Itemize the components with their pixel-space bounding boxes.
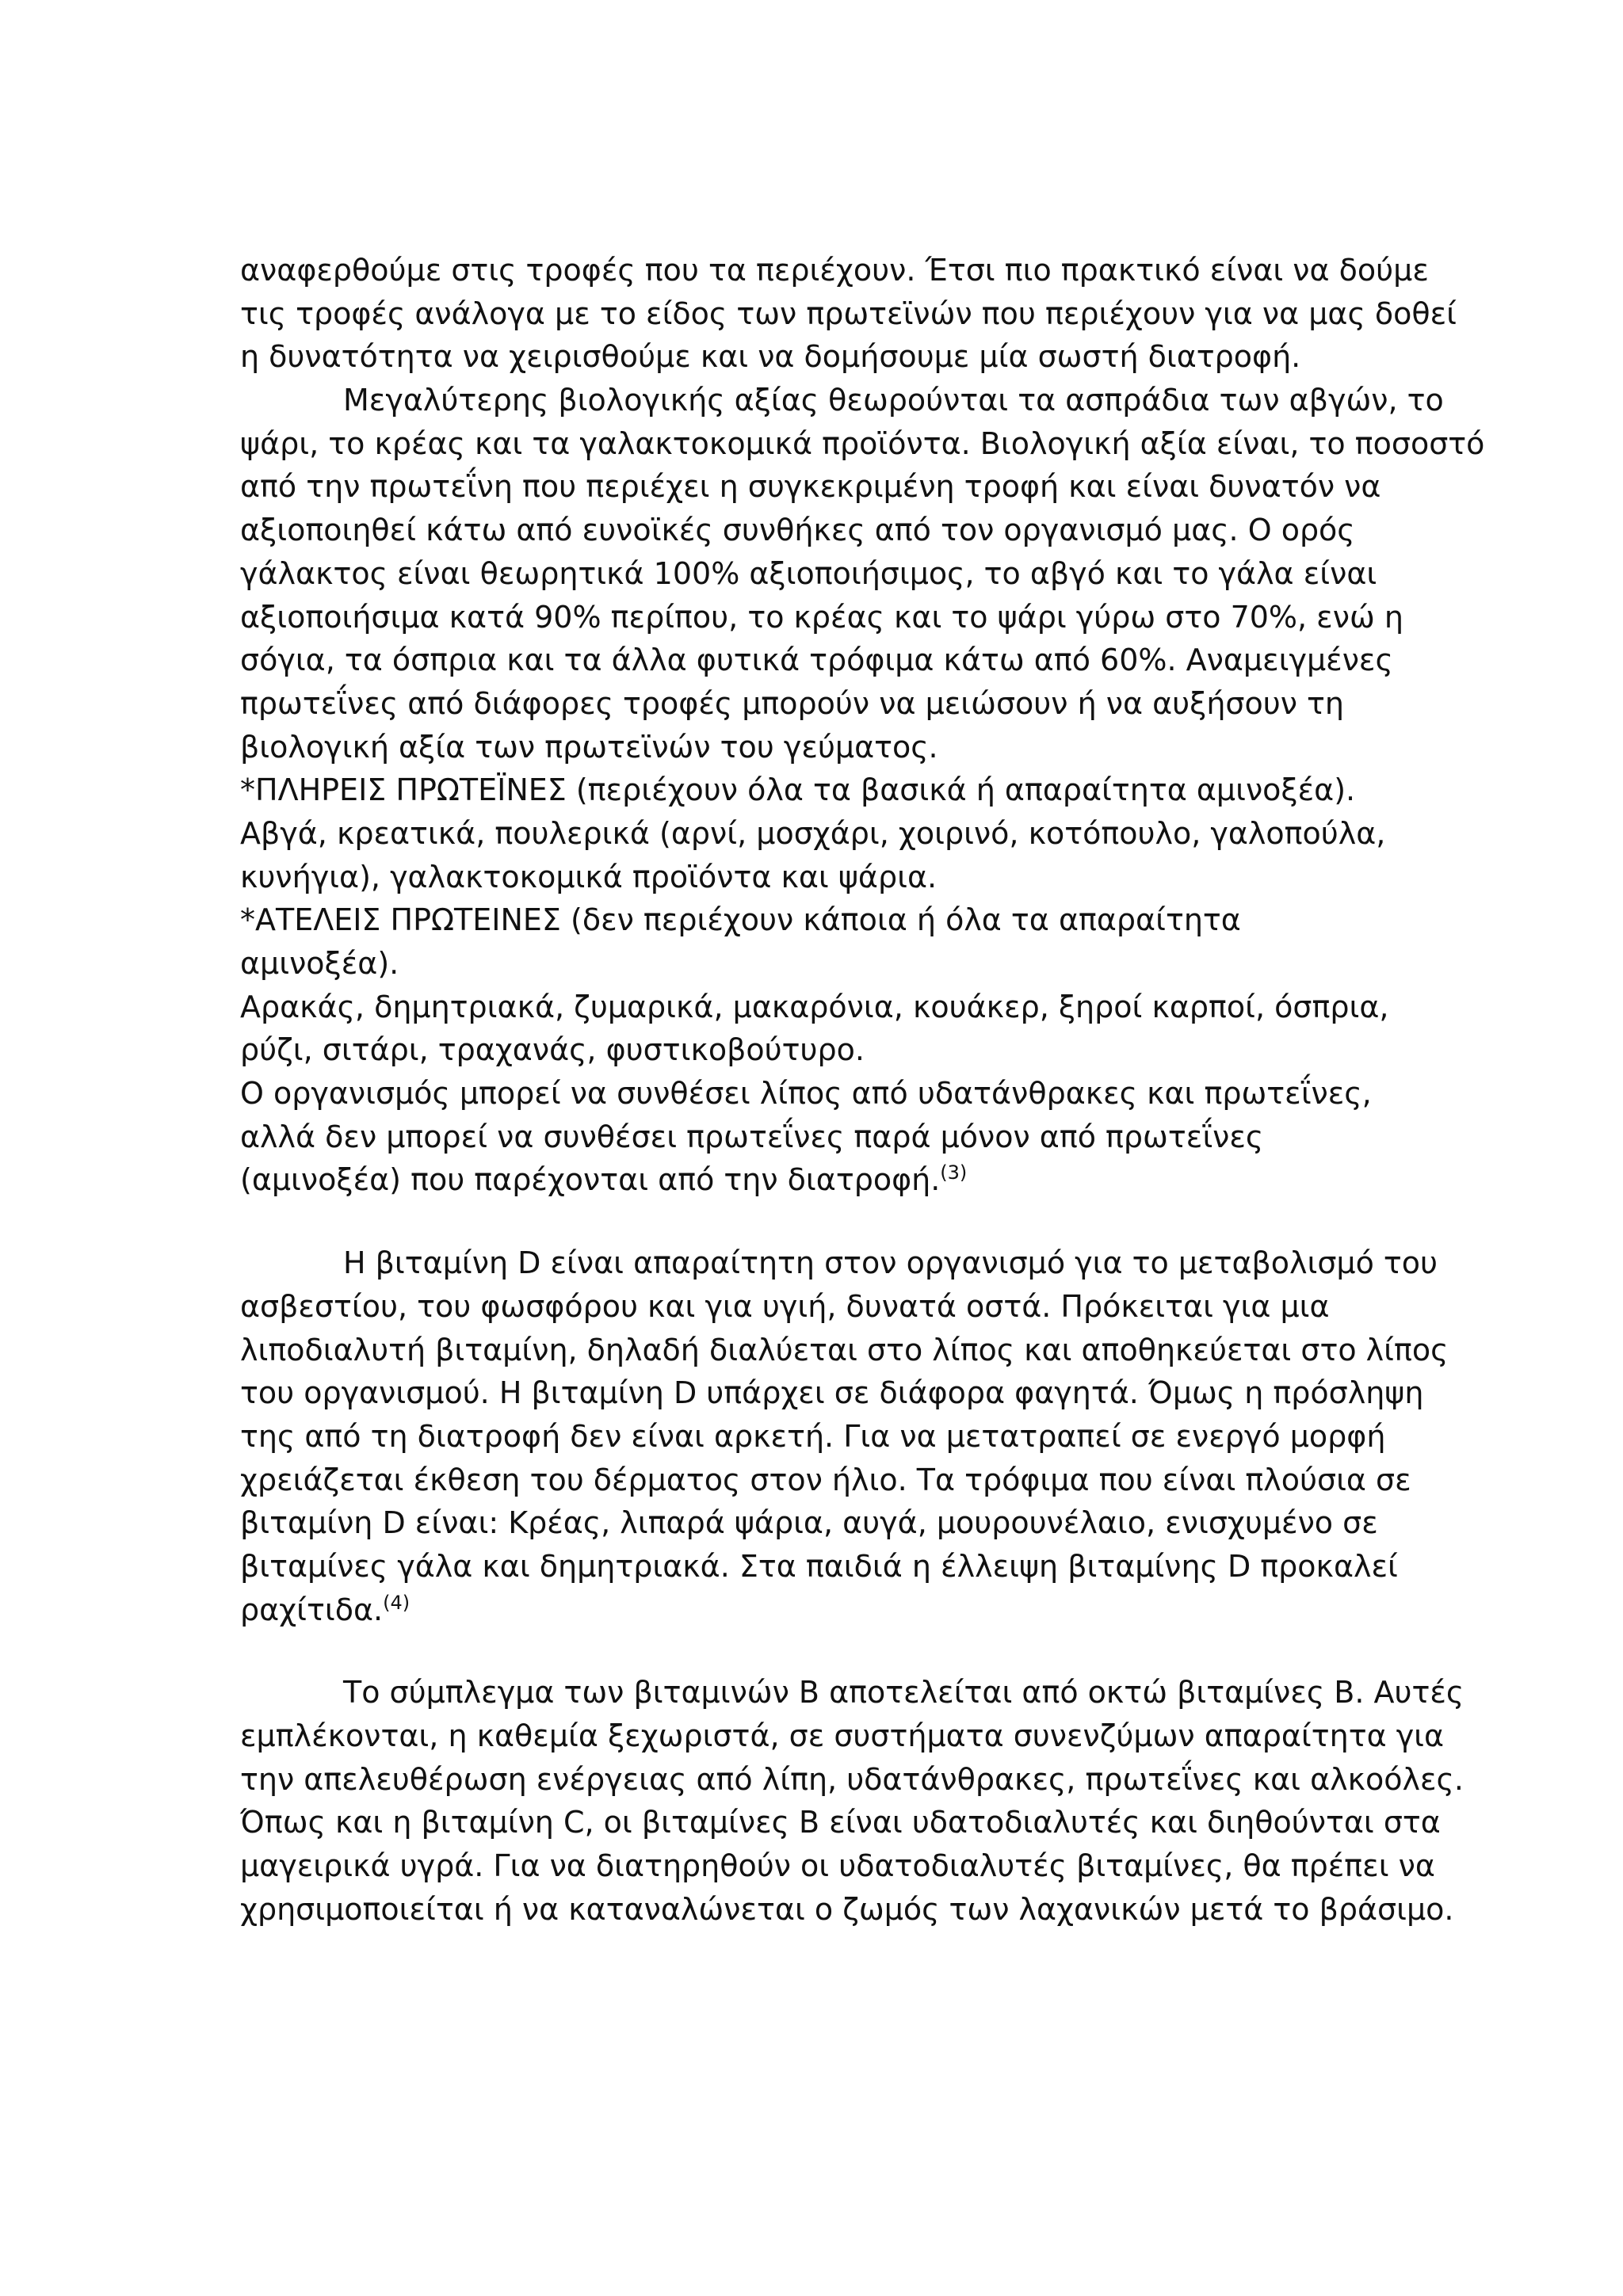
text-line: αλλά δεν μπορεί να συνθέσει πρωτεΐνες παρά μόνον από πρωτεΐνες [240,1119,1264,1154]
text-line: χρησιμοποιείται ή να καταναλώνεται ο ζωμός των λαχανικών μετά το βράσιμο. [240,1891,1454,1927]
text-line: ασβεστίου, του φωσφόρου και για υγιή, δυνατά οστά. Πρόκειται για μια [240,1288,1330,1324]
text-line: από την πρωτεΐνη που περιέχει η συγκεκριμένη τροφή και είναι δυνατόν να [240,469,1381,505]
text-line: Αβγά, κρεατικά, πουλερικά (αρνί, μοσχάρι, χοιρινό, κοτόπουλο, γαλοπούλα, [240,815,1386,851]
text-line [240,1158,1397,1202]
text-line: λιποδιαλυτή βιταμίνη, δηλαδή διαλύεται στο λίπος και αποθηκεύεται στο λίπος [240,1332,1449,1367]
document-body [240,249,1485,1931]
text-line: τις τροφές ανάλογα με το είδος των πρωτεϊνών που περιέχουν για να μας δοθεί [240,296,1457,331]
text-line: Όπως και η βιταμίνη C, οι βιταμίνες Β είναι υδατοδιαλυτές και διηθούνται στα [240,1805,1441,1840]
text-line: βιταμίνες γάλα και δημητριακά. Στα παιδιά η έλλειψη βιταμίνης D προκαλεί [240,1548,1398,1584]
paragraph-gap [240,1631,1397,1671]
text-line-content: (αμινοξέα) που παρέχονται από την διατροφή. [240,1162,941,1198]
incomplete-proteins-heading: *ΑΤΕΛΕΙΣ ΠΡΩΤΕΙΝΕΣ (δεν περιέχουν κάποια ή όλα τα απαραίτητα [240,902,1241,938]
text-line: ψάρι, το κρέας και τα γαλακτοκομικά προϊόντα. Βιολογική αξία είναι, το ποσοστό [240,425,1485,461]
text-line: κυνήγια), γαλακτοκομικά προϊόντα και ψάρια. [240,859,938,894]
text-line: εμπλέκονται, η καθεμία ξεχωριστά, σε συστήματα συνενζύμων απαραίτητα για [240,1718,1445,1753]
reference-marker: (4) [383,1591,411,1614]
text-line [240,1589,1397,1632]
paragraph-start-line: Το σύμπλεγμα των βιταμινών Β αποτελείται από οκτώ βιταμίνες Β. Αυτές [343,1675,1465,1711]
text-line: αξιοποιηθεί κάτω από ευνοϊκές συνθήκες από τον οργανισμό μας. Ο ορός [240,513,1355,548]
text-line: ρύζι, σιτάρι, τραχανάς, φυστικοβούτυρο. [240,1032,865,1068]
text-line: την απελευθέρωση ενέργειας από λίπη, υδατάνθρακες, πρωτεΐνες και αλκοόλες. [240,1761,1464,1797]
text-line: η δυνατότητα να χειρισθούμε και να δομήσουμε μία σωστή διατροφή. [240,339,1301,375]
text-line: αμινοξέα). [240,946,399,981]
paragraph-gap [240,1202,1397,1241]
text-line: σόγια, τα όσπρια και τα άλλα φυτικά τρόφιμα κάτω από 60%. Αναμειγμένες [240,643,1393,678]
text-line: αξιοποιήσιμα κατά 90% περίπου, το κρέας και το ψάρι γύρω στο 70%, ενώ η [240,599,1403,635]
text-line: Ο οργανισμός μπορεί να συνθέσει λίπος από υδατάνθρακες και πρωτεΐνες, [240,1076,1372,1112]
text-line: Αρακάς, δημητριακά, ζυμαρικά, μακαρόνια, κουάκερ, ξηροί καρποί, όσπρια, [240,989,1389,1024]
text-line: αναφερθούμε στις τροφές που τα περιέχουν. Έτσι πιο πρακτικό είναι να δούμε [240,253,1429,288]
text-line: της από τη διατροφή δεν είναι αρκετή. Για να μετατραπεί σε ενεργό μορφή [240,1418,1386,1454]
text-line: μαγειρικά υγρά. Για να διατηρηθούν οι υδατοδιαλυτές βιταμίνες, θα πρέπει να [240,1848,1435,1884]
reference-marker: (3) [940,1161,968,1184]
complete-proteins-heading: *ΠΛΗΡΕΙΣ ΠΡΩΤΕΪΝΕΣ (περιέχουν όλα τα βασικά ή απαραίτητα αμινοξέα). [240,772,1356,808]
text-line: βιταμίνη D είναι: Κρέας, λιπαρά ψάρια, αυγά, μουρουνέλαιο, ενισχυμένο σε [240,1505,1378,1541]
text-line: πρωτεΐνες από διάφορες τροφές μπορούν να μειώσουν ή να αυξήσουν τη [240,685,1345,721]
paragraph-start-line: Η βιταμίνη D είναι απαραίτητη στον οργανισμό για το μεταβολισμό του [343,1245,1438,1281]
text-line: του οργανισμού. Η βιταμίνη D υπάρχει σε διάφορα φαγητά. Όμως η πρόσληψη [240,1375,1424,1411]
paragraph-start-line: Μεγαλύτερης βιολογικής αξίας θεωρούνται τα ασπράδια των αβγών, το [343,383,1444,418]
text-line: χρειάζεται έκθεση του δέρματος στον ήλιο. Τα τρόφιμα που είναι πλούσια σε [240,1462,1411,1497]
text-line: βιολογική αξία των πρωτεϊνών του γεύματος. [240,729,938,765]
text-line-content: ραχίτιδα. [240,1592,384,1627]
text-line: γάλακτος είναι θεωρητικά 100% αξιοποιήσιμος, το αβγό και το γάλα είναι [240,555,1377,591]
